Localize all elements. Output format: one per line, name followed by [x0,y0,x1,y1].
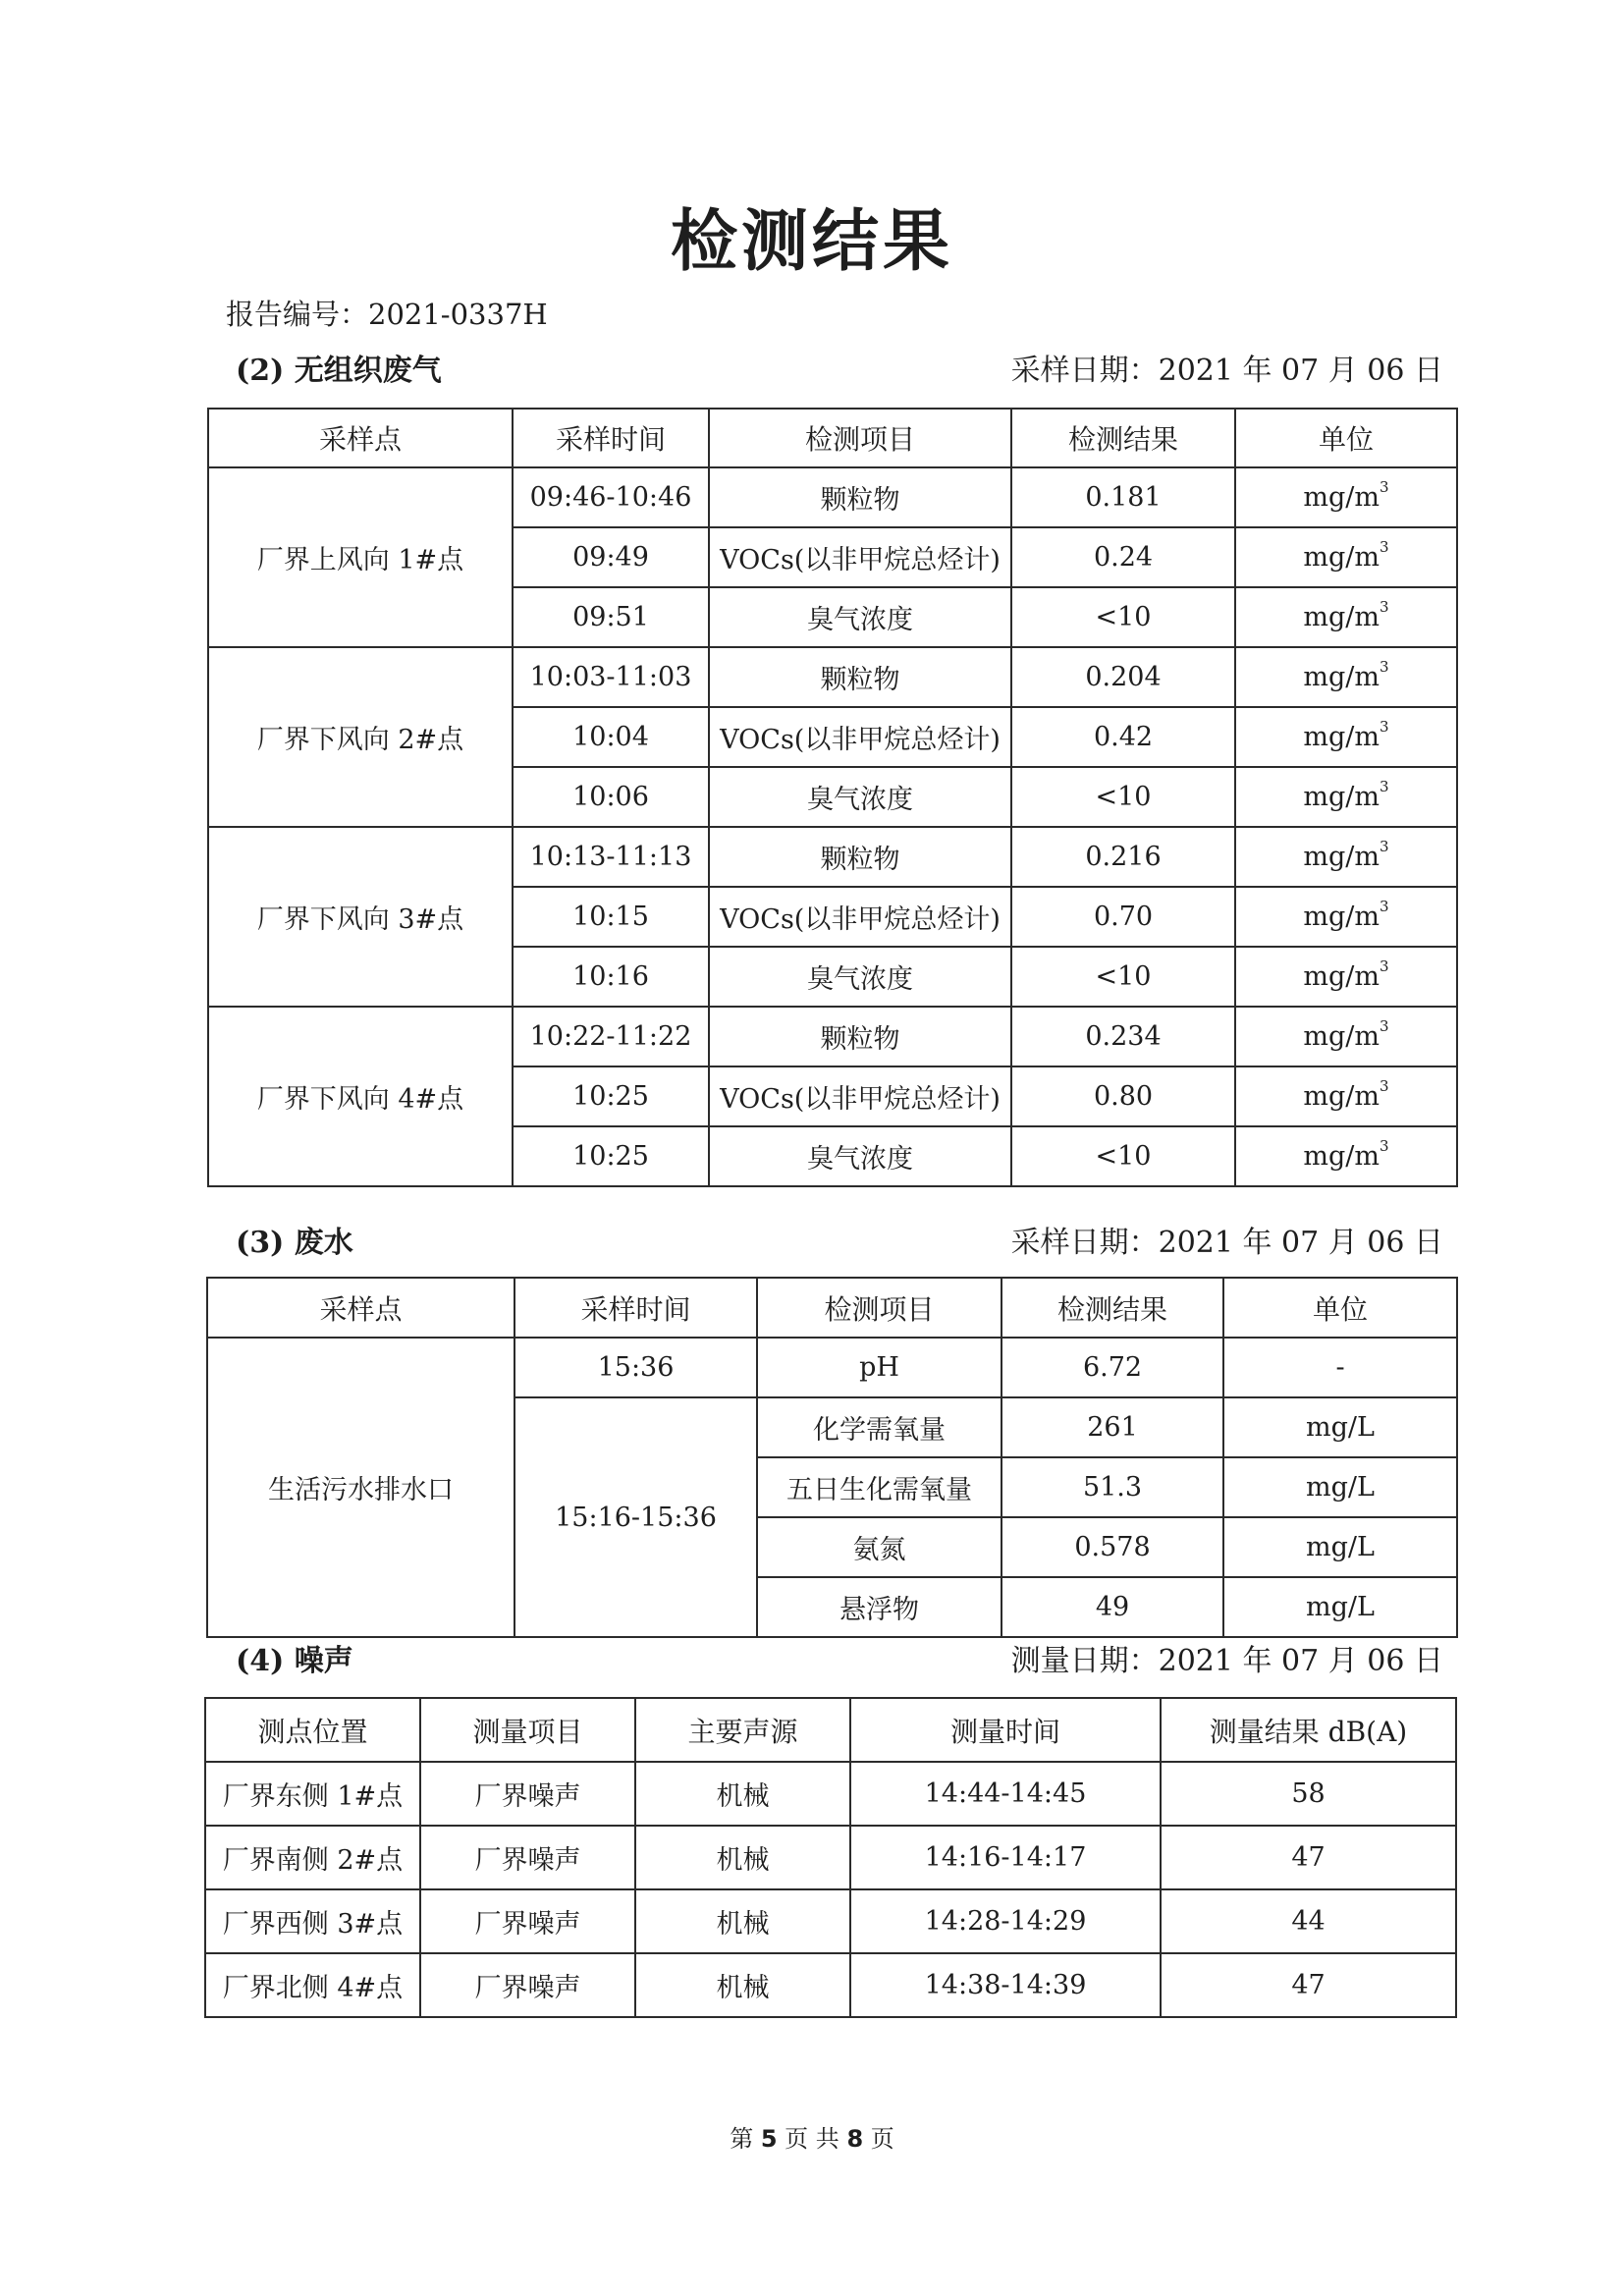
air-table [207,408,1458,1187]
unit-text: mg/m [1303,722,1380,752]
unit-cell [1235,527,1457,587]
unit-superscript: 3 [1380,598,1389,616]
column-header: 单位 [1223,1278,1457,1338]
result-cell: <10 [1011,1126,1235,1186]
unit-cell: mg/L [1223,1457,1457,1517]
result-cell: 49 [1001,1577,1223,1637]
time-cell: 10:25 [513,1126,709,1186]
unit-text: mg/m [1303,482,1380,513]
item-cell: 悬浮物 [757,1577,1001,1637]
result-cell: <10 [1011,587,1235,647]
noise-table [204,1697,1457,2018]
result-cell: 0.80 [1011,1066,1235,1126]
result-cell: 58 [1161,1762,1456,1826]
page-footer [0,2119,1624,2154]
source-cell: 机械 [635,1889,850,1953]
unit-text: mg/m [1303,902,1380,932]
item-cell: 臭气浓度 [709,767,1011,827]
column-header: 测量结果 dB(A) [1161,1698,1456,1762]
result-cell: 47 [1161,1826,1456,1889]
time-cell: 15:16-15:36 [514,1397,757,1637]
time-cell: 10:13-11:13 [513,827,709,887]
result-cell: 0.234 [1011,1007,1235,1066]
time-cell: 10:16 [513,947,709,1007]
table-row [208,467,1457,527]
page-title: 检测结果 [670,202,953,281]
result-cell: 0.42 [1011,707,1235,767]
section-noise-date: 测量日期：2021 年 07 月 06 日 [1010,1644,1443,1678]
unit-text: mg/m [1303,602,1380,632]
section-air-header [226,346,1443,389]
column-header: 主要声源 [635,1698,850,1762]
section-water-header [226,1218,1443,1261]
footer-middle: 页 共 [785,2125,839,2153]
unit-superscript: 3 [1380,1137,1389,1155]
unit-cell [1235,947,1457,1007]
result-cell: <10 [1011,767,1235,827]
result-cell: 44 [1161,1889,1456,1953]
location-cell: 厂界北侧 4#点 [205,1953,420,2017]
table-header-row [207,1278,1457,1338]
item-cell: 厂界噪声 [420,1826,635,1889]
time-cell: 15:36 [514,1338,757,1397]
unit-superscript: 3 [1380,957,1389,975]
result-cell: 0.578 [1001,1517,1223,1577]
unit-cell [1235,827,1457,887]
sampling-point-cell: 厂界上风向 1#点 [208,467,513,647]
unit-text: mg/m [1303,961,1380,992]
section-water-date: 采样日期：2021 年 07 月 06 日 [1010,1226,1443,1260]
unit-text: mg/m [1303,842,1380,872]
item-cell: VOCs(以非甲烷总烃计) [709,707,1011,767]
unit-superscript: 3 [1380,1017,1389,1035]
unit-superscript: 3 [1380,478,1389,496]
result-cell: 0.70 [1011,887,1235,947]
section-water-title: (3) 废水 [236,1226,353,1260]
column-header: 采样点 [207,1278,514,1338]
unit-superscript: 3 [1380,658,1389,676]
time-cell: 10:04 [513,707,709,767]
unit-cell [1235,707,1457,767]
unit-cell [1235,467,1457,527]
location-cell: 厂界南侧 2#点 [205,1826,420,1889]
table-row [205,1762,1456,1826]
table-header-row [208,409,1457,467]
time-cell: 10:22-11:22 [513,1007,709,1066]
unit-superscript: 3 [1380,1077,1389,1095]
unit-superscript: 3 [1380,778,1389,795]
unit-cell [1235,587,1457,647]
time-cell: 14:38-14:39 [850,1953,1161,2017]
result-cell: 261 [1001,1397,1223,1457]
unit-text: mg/m [1303,662,1380,692]
time-cell: 14:16-14:17 [850,1826,1161,1889]
column-header: 测点位置 [205,1698,420,1762]
section-air-date: 采样日期：2021 年 07 月 06 日 [1010,354,1443,388]
result-cell: 0.181 [1011,467,1235,527]
time-cell: 10:25 [513,1066,709,1126]
unit-text: mg/m [1303,1081,1380,1112]
time-cell: 09:49 [513,527,709,587]
column-header: 检测结果 [1001,1278,1223,1338]
item-cell: 臭气浓度 [709,947,1011,1007]
column-header: 采样点 [208,409,513,467]
table-row [208,1007,1457,1066]
unit-cell: mg/L [1223,1577,1457,1637]
item-cell: pH [757,1338,1001,1397]
result-cell: 6.72 [1001,1338,1223,1397]
item-cell: 臭气浓度 [709,587,1011,647]
item-cell: 颗粒物 [709,827,1011,887]
item-cell: VOCs(以非甲烷总烃计) [709,887,1011,947]
sampling-point-cell: 厂界下风向 3#点 [208,827,513,1007]
footer-page-number: 5 [760,2125,778,2153]
footer-prefix: 第 [730,2125,754,2153]
time-cell: 14:28-14:29 [850,1889,1161,1953]
unit-cell [1235,887,1457,947]
column-header: 单位 [1235,409,1457,467]
time-cell: 09:46-10:46 [513,467,709,527]
result-cell: 51.3 [1001,1457,1223,1517]
unit-superscript: 3 [1380,718,1389,736]
section-noise-title: (4) 噪声 [236,1644,353,1678]
item-cell: 颗粒物 [709,467,1011,527]
unit-cell: - [1223,1338,1457,1397]
source-cell: 机械 [635,1826,850,1889]
location-cell: 厂界西侧 3#点 [205,1889,420,1953]
unit-superscript: 3 [1380,538,1389,556]
result-cell: 0.216 [1011,827,1235,887]
unit-superscript: 3 [1380,838,1389,855]
column-header: 测量项目 [420,1698,635,1762]
result-cell: 47 [1161,1953,1456,2017]
location-cell: 厂界东侧 1#点 [205,1762,420,1826]
result-cell: 0.24 [1011,527,1235,587]
sampling-point-cell: 生活污水排水口 [207,1338,514,1637]
item-cell: VOCs(以非甲烷总烃计) [709,1066,1011,1126]
unit-cell [1235,767,1457,827]
table-row [205,1953,1456,2017]
time-cell: 10:06 [513,767,709,827]
column-header: 测量时间 [850,1698,1161,1762]
item-cell: 氨氮 [757,1517,1001,1577]
table-row [205,1889,1456,1953]
column-header: 检测项目 [709,409,1011,467]
time-cell: 10:15 [513,887,709,947]
item-cell: 厂界噪声 [420,1889,635,1953]
time-cell: 09:51 [513,587,709,647]
column-header: 检测结果 [1011,409,1235,467]
source-cell: 机械 [635,1762,850,1826]
sampling-point-cell: 厂界下风向 2#点 [208,647,513,827]
unit-text: mg/m [1303,782,1380,812]
unit-text: mg/m [1303,542,1380,573]
section-noise-header [226,1636,1443,1679]
item-cell: 厂界噪声 [420,1953,635,2017]
unit-text: mg/m [1303,1141,1380,1172]
time-cell: 10:03-11:03 [513,647,709,707]
item-cell: VOCs(以非甲烷总烃计) [709,527,1011,587]
source-cell: 机械 [635,1953,850,2017]
unit-superscript: 3 [1380,898,1389,915]
footer-suffix: 页 [870,2125,894,2153]
table-row [205,1826,1456,1889]
unit-cell [1235,1066,1457,1126]
time-cell: 14:44-14:45 [850,1762,1161,1826]
column-header: 检测项目 [757,1278,1001,1338]
unit-cell: mg/L [1223,1517,1457,1577]
table-row [207,1338,1457,1397]
report-number: 报告编号：2021-0337H [226,298,548,331]
column-header: 采样时间 [514,1278,757,1338]
table-row [208,827,1457,887]
table-header-row [205,1698,1456,1762]
item-cell: 化学需氧量 [757,1397,1001,1457]
item-cell: 颗粒物 [709,1007,1011,1066]
sampling-point-cell: 厂界下风向 4#点 [208,1007,513,1186]
section-air-title: (2) 无组织废气 [236,354,442,388]
unit-cell [1235,1126,1457,1186]
water-table [206,1277,1458,1638]
item-cell: 五日生化需氧量 [757,1457,1001,1517]
result-cell: 0.204 [1011,647,1235,707]
item-cell: 臭气浓度 [709,1126,1011,1186]
unit-cell: mg/L [1223,1397,1457,1457]
unit-cell [1235,647,1457,707]
footer-total-pages: 8 [846,2125,864,2153]
item-cell: 颗粒物 [709,647,1011,707]
table-row [208,647,1457,707]
result-cell: <10 [1011,947,1235,1007]
column-header: 采样时间 [513,409,709,467]
unit-cell [1235,1007,1457,1066]
item-cell: 厂界噪声 [420,1762,635,1826]
unit-text: mg/m [1303,1021,1380,1052]
